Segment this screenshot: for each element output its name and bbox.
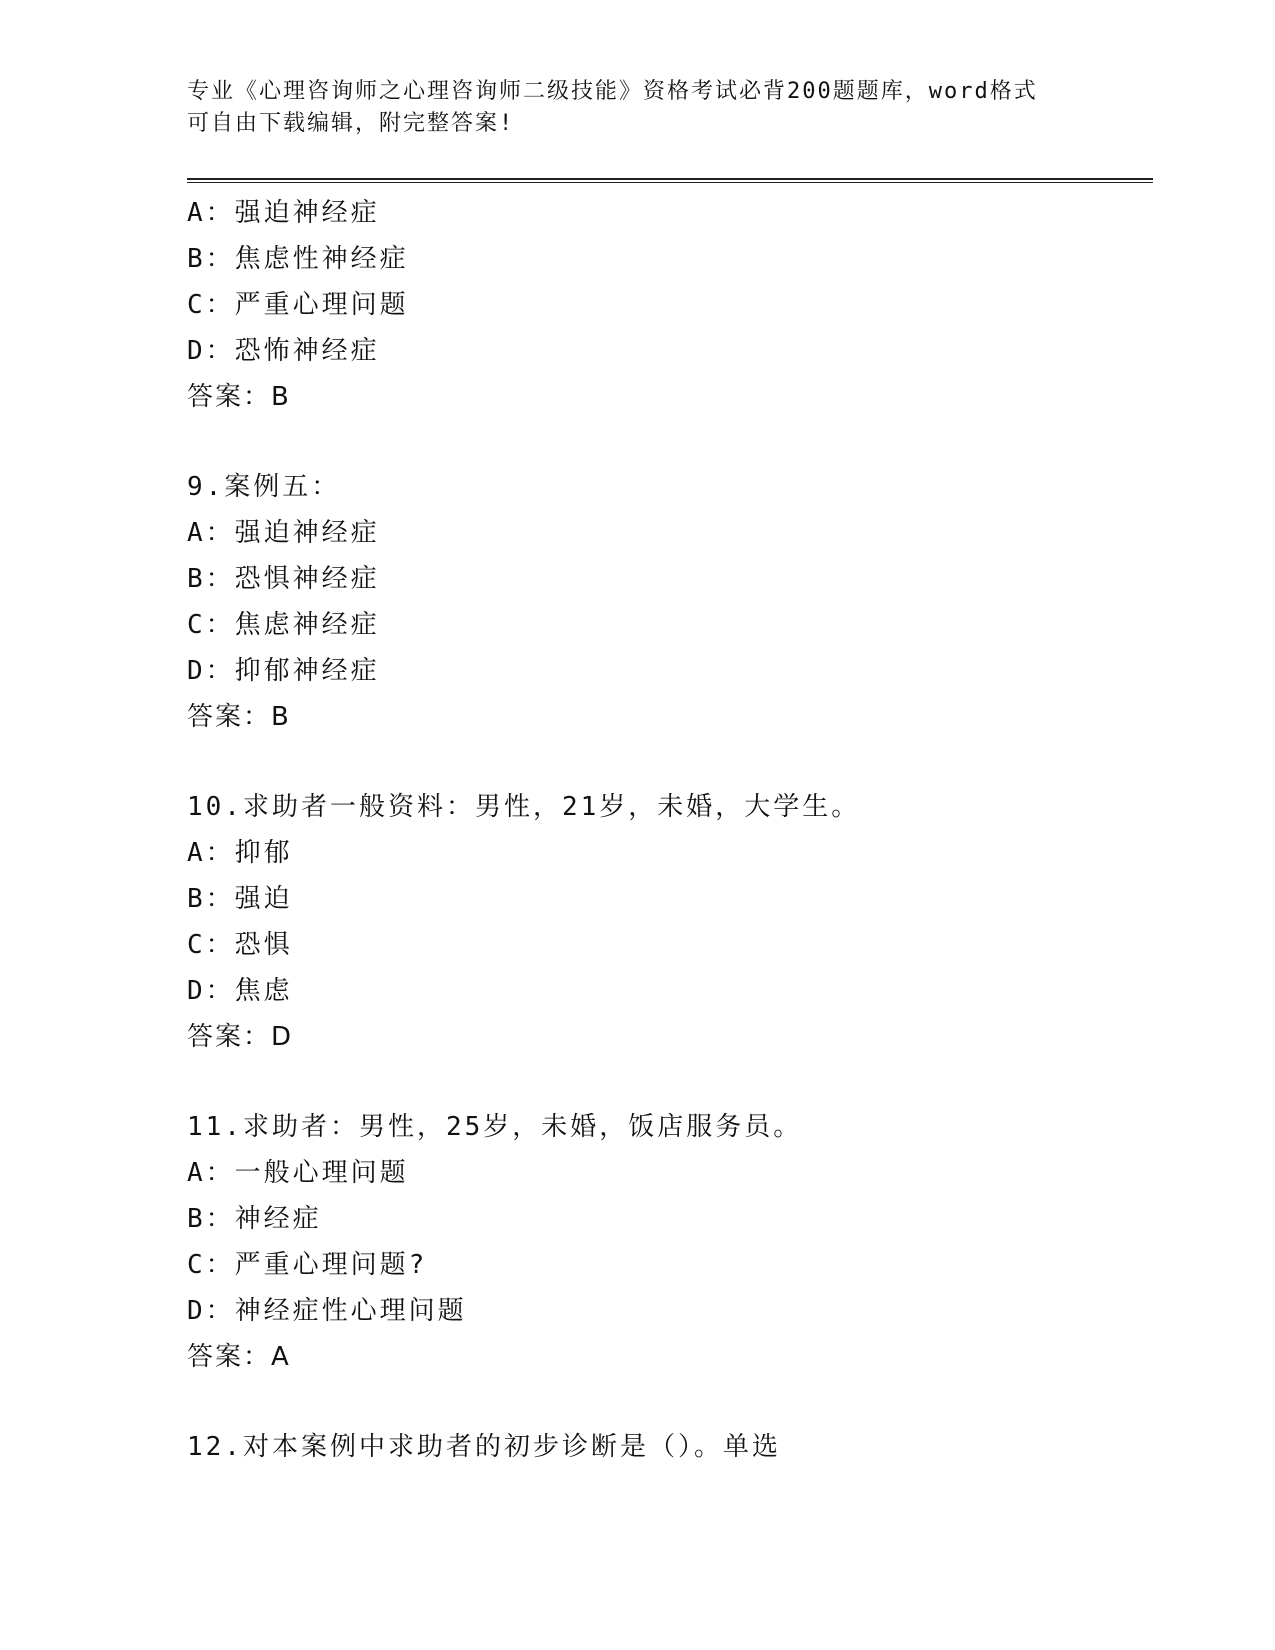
document-header bbox=[187, 76, 1067, 140]
question-text: 9.案例五： bbox=[187, 472, 341, 502]
option-a: A：强迫神经症 bbox=[187, 518, 380, 548]
option-d: D：焦虑 bbox=[187, 976, 293, 1006]
option-a: A：一般心理问题 bbox=[187, 1158, 409, 1188]
question-text: 12.对本案例中求助者的初步诊断是（）。单选 bbox=[187, 1432, 781, 1462]
answer-line: 答案：B bbox=[187, 702, 291, 732]
question-text: 10.求助者一般资料：男性，21岁，未婚，大学生。 bbox=[187, 792, 861, 822]
option-b: B：强迫 bbox=[187, 884, 293, 914]
option-b: B：神经症 bbox=[187, 1204, 322, 1234]
option-d: D：神经症性心理问题 bbox=[187, 1296, 467, 1326]
question-block bbox=[187, 464, 1147, 740]
option-c: C：恐惧 bbox=[187, 930, 293, 960]
question-block bbox=[187, 784, 1147, 1060]
header-line-2: 可自由下载编辑，附完整答案! bbox=[187, 111, 515, 136]
option-c: C：焦虑神经症 bbox=[187, 610, 380, 640]
option-c: C：严重心理问题? bbox=[187, 1250, 428, 1280]
answer-line: 答案：B bbox=[187, 382, 291, 412]
option-c: C：严重心理问题 bbox=[187, 290, 409, 320]
question-block bbox=[187, 1424, 1147, 1470]
option-d: D：恐怖神经症 bbox=[187, 336, 380, 366]
question-text: 11.求助者：男性，25岁，未婚，饭店服务员。 bbox=[187, 1112, 803, 1142]
question-block bbox=[187, 1104, 1147, 1380]
option-b: B：焦虑性神经症 bbox=[187, 244, 409, 274]
option-b: B：恐惧神经症 bbox=[187, 564, 380, 594]
option-a: A：强迫神经症 bbox=[187, 198, 380, 228]
question-list bbox=[187, 190, 1147, 1470]
header-line-1: 专业《心理咨询师之心理咨询师二级技能》资格考试必背200题题库，word格式 bbox=[187, 79, 1038, 104]
header-divider bbox=[187, 178, 1153, 183]
answer-line: 答案：D bbox=[187, 1022, 294, 1052]
option-a: A：抑郁 bbox=[187, 838, 293, 868]
option-d: D：抑郁神经症 bbox=[187, 656, 380, 686]
answer-line: 答案：A bbox=[187, 1342, 291, 1372]
question-block bbox=[187, 190, 1147, 420]
